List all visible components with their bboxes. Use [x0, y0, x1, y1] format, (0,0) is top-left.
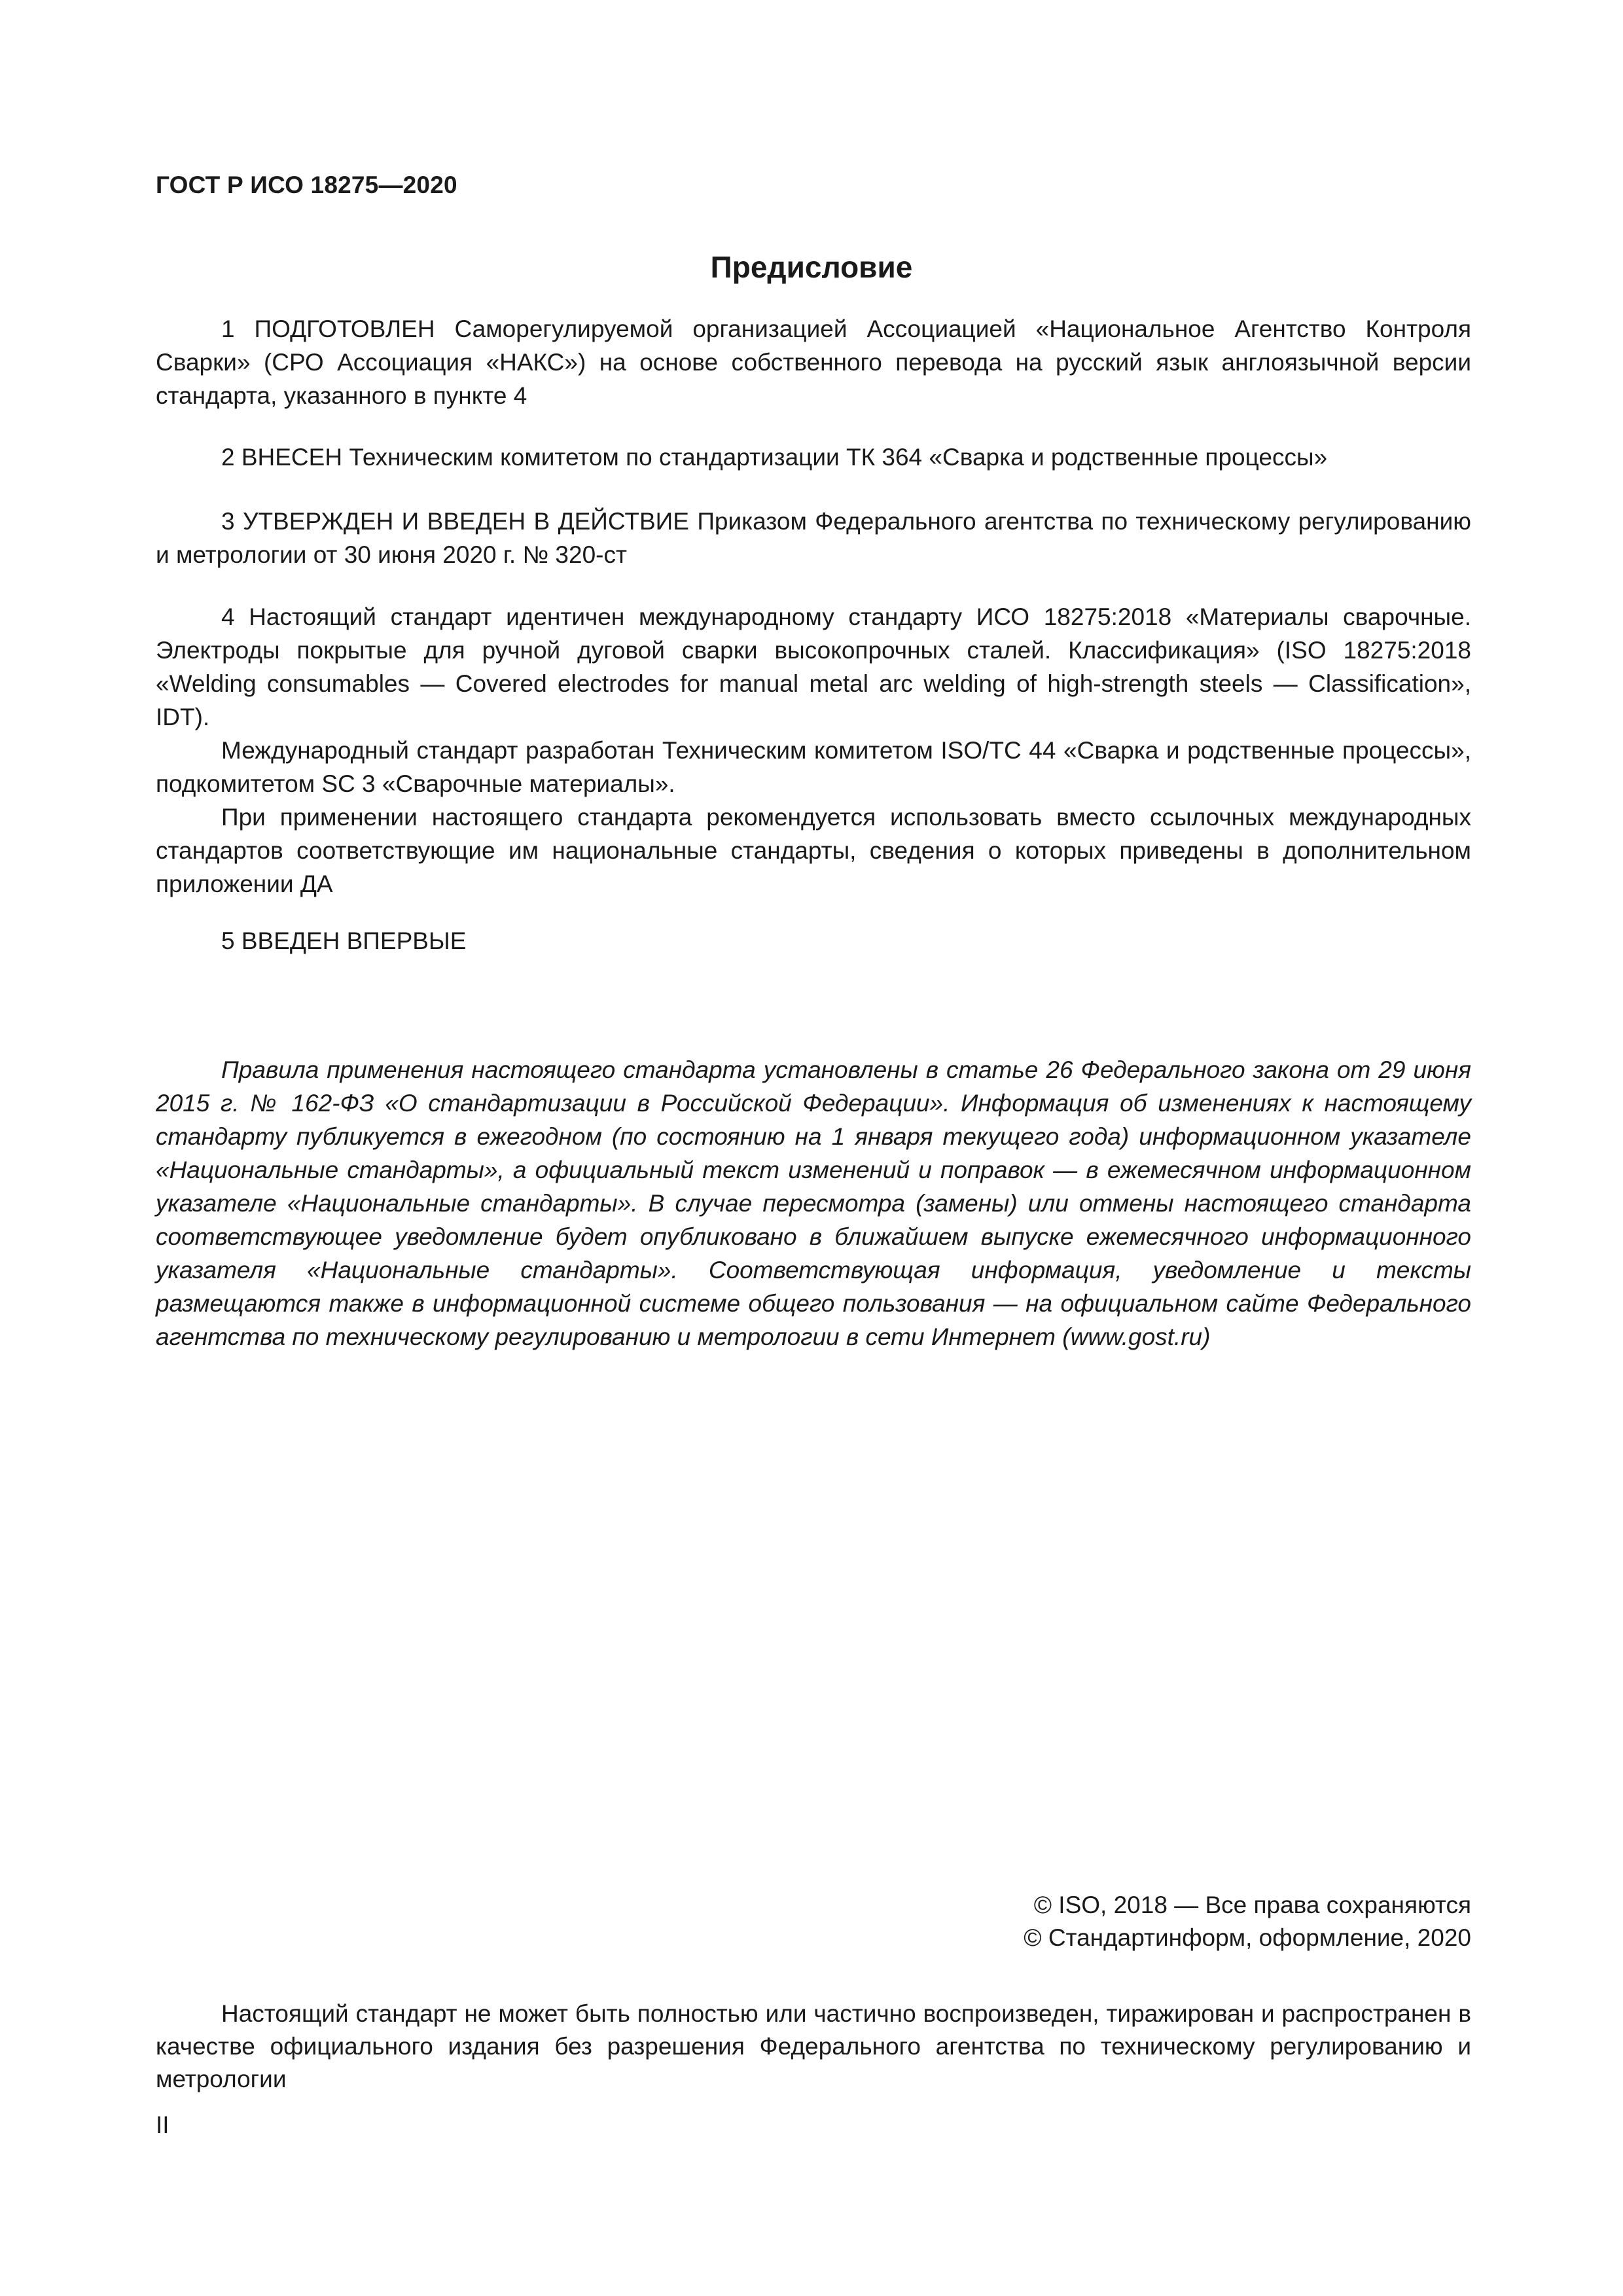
preface-item-3: [156, 505, 1471, 571]
reproduction-notice-text: Настоящий стандарт не может быть полностью или частично воспроизведен, тиражирован и распространен в качестве официального издания без разрешения Федерального агентства по техническому регулированию и метрологии: [156, 2000, 1471, 2092]
preface-item-4-references: При применении настоящего стандарта рекомендуется использовать вместо ссылочных международных стандартов соответствующие им национальные стандарты, сведения о которых приведены в дополнительном приложении ДА: [156, 804, 1471, 897]
reproduction-notice: [156, 1998, 1471, 2096]
preface-item-1-text: 1 ПОДГОТОВЛЕН Саморегулируемой организацией Ассоциацией «Национальное Агентство Контроля Сварки» (СРО Ассоциация «НАКС») на основе собственного перевода на русский язык англоязычной версии стандарта, указанного в пункте 4: [156, 315, 1471, 409]
document-id: ГОСТ Р ИСО 18275—2020: [156, 171, 457, 198]
application-rules-text: Правила применения настоящего стандарта установлены в статье 26 Федерального закона от 29 июня 2015 г. № 162-ФЗ «О стандартизации в Российской Федерации». Информация об изменениях к настоящему стандарту публикуется в ежегодном (по состоянию на 1 января текущего года) информационном указателе «Национальные стандарты», а официальный текст изменений и поправок — в ежемесячном информационном указателе «Национальные стандарты». В случае пересмотра (замены) или отмены настоящего стандарта соответствующее уведомление будет опубликовано в ближайшем выпуске ежемесячного информационного указателя «Национальные стандарты». Соответствующая информация, уведомление и тексты размещаются также в информационной системе общего пользования — на официальном сайте Федерального агентства по техническому регулированию и метрологии в сети Интернет (www.gost.ru): [156, 1056, 1471, 1350]
copyright-iso: © ISO, 2018 — Все права сохраняются: [1033, 1892, 1471, 1918]
preface-item-2: [156, 440, 1471, 474]
page-number: II: [156, 2111, 169, 2138]
preface-item-4-text: 4 Настоящий стандарт идентичен международному стандарту ИСО 18275:2018 «Материалы сварочные. Электроды покрытые для ручной дуговой сварки высокопрочных сталей. Классификация» (ISO 18275:2018 «Welding consumables — Covered electrodes for manual metal arc welding of high-strength steels — Classification», IDT).: [156, 603, 1471, 730]
preface-item-5-text: 5 ВВЕДЕН ВПЕРВЫЕ: [221, 927, 467, 954]
application-rules-notice: [156, 1053, 1471, 1354]
preface-item-4: [156, 600, 1471, 901]
preface-item-4-developer: Международный стандарт разработан Техническим комитетом ISO/TC 44 «Сварка и родственные процессы», подкомитетом SC 3 «Сварочные материалы».: [156, 737, 1471, 797]
preface-item-3-text: 3 УТВЕРЖДЕН И ВВЕДЕН В ДЕЙСТВИЕ Приказом Федерального агентства по техническому регулированию и метрологии от 30 июня 2020 г. № 320-ст: [156, 508, 1471, 568]
page-title: Предисловие: [710, 250, 913, 284]
copyright-standartinform: © Стандартинформ, оформление, 2020: [1024, 1924, 1471, 1951]
preface-item-2-text: 2 ВНЕСЕН Техническим комитетом по стандартизации ТК 364 «Сварка и родственные процессы»: [221, 444, 1328, 471]
copyright-block: [1024, 1889, 1471, 1954]
preface-item-5: [156, 924, 1471, 958]
preface-item-1: [156, 312, 1471, 412]
